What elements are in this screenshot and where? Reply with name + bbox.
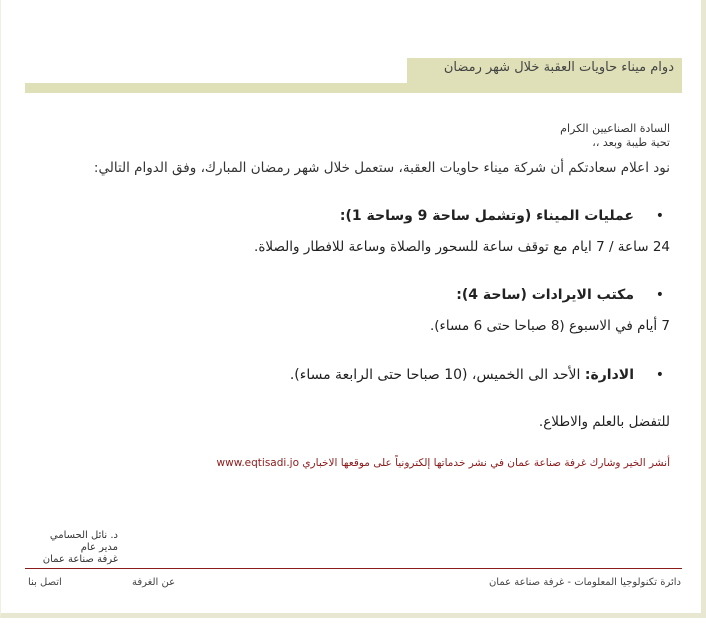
footer-contact-link[interactable]: اتصل بنا (28, 577, 62, 588)
section-heading: مكتب الايرادات (ساحة 4): (456, 287, 634, 303)
footer-divider (25, 568, 682, 569)
signature-org: غرفة صناعة عمان (42, 554, 118, 565)
greeting-line-1: السادة الصناعيين الكرام (560, 122, 670, 135)
footer-about-link[interactable]: عن الغرفة (132, 577, 176, 588)
section-heading: عمليات الميناء (وتشمل ساحة 9 وساحة 1): (339, 208, 634, 224)
bullet-icon: • (655, 367, 664, 383)
section-revenue-office (28, 286, 664, 304)
signature-block (28, 530, 118, 566)
greeting-line-2: تحية طيبة وبعد ،، (592, 136, 670, 149)
signature-role: مدير عام (80, 542, 118, 553)
section-body: 24 ساعة / 7 ايام مع توقف ساعة للسحور والصلاة وساعة للافطار والصلاة. (254, 239, 670, 255)
intro-paragraph: نود اعلام سعادتكم أن شركة ميناء حاويات العقبة، ستعمل خلال شهر رمضان المبارك، وفق الدوام التالي: (93, 160, 670, 176)
section-administration (28, 366, 664, 384)
section-heading: الادارة: (584, 367, 634, 383)
greeting (28, 122, 670, 150)
page-title: دوام ميناء حاويات العقبة خلال شهر رمضان (407, 58, 682, 93)
closing-line: للتفضل بالعلم والاطلاع. (538, 414, 670, 430)
footer-department: دائرة تكنولوجيا المعلومات - غرفة صناعة عمان (488, 577, 681, 588)
bullet-icon: • (655, 287, 664, 303)
section-inline-text: الأحد الى الخميس، (10 صباحا حتى الرابعة مساء). (289, 367, 585, 383)
signature-name: د. نائل الحسامي (49, 530, 118, 541)
bullet-icon: • (655, 208, 664, 224)
section-body: 7 أيام في الاسبوع (8 صباحا حتى 6 مساء). (429, 318, 670, 334)
section-port-operations (28, 207, 664, 225)
promo-link[interactable]: أنشر الخير وشارك غرفة صناعة عمان في نشر خدماتها إلكترونياً على موقعها الاخباري www.eqtisadi.jo (216, 457, 670, 469)
